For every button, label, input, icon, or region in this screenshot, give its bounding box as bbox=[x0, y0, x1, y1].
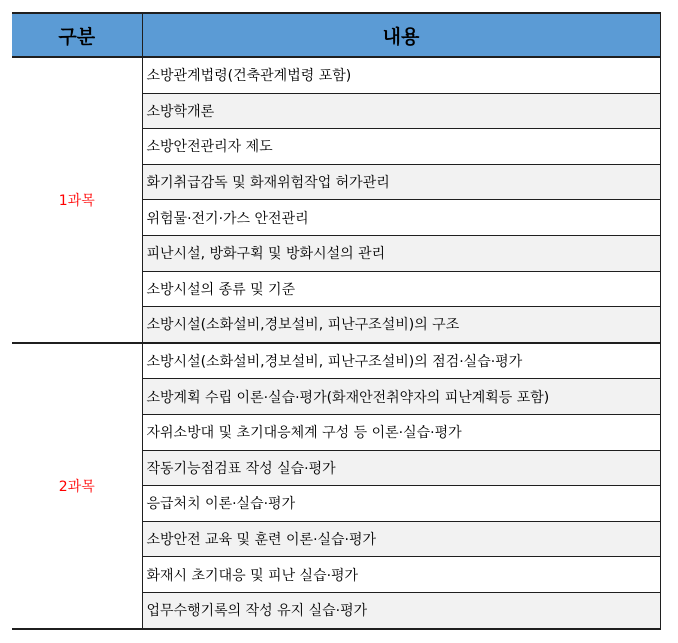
content-cell: 업무수행기록의 작성 유지 실습·평가 bbox=[142, 592, 660, 628]
content-cell: 소방시설(소화설비,경보설비, 피난구조설비)의 점검·실습·평가 bbox=[142, 343, 660, 379]
category-cell: 2과목 bbox=[12, 343, 142, 629]
header-content: 내용 bbox=[142, 13, 660, 57]
content-cell: 화기취급감독 및 화재위험작업 허가관리 bbox=[142, 164, 660, 200]
content-cell: 응급처치 이론·실습·평가 bbox=[142, 486, 660, 522]
content-cell: 화재시 초기대응 및 피난 실습·평가 bbox=[142, 557, 660, 593]
content-cell: 소방관계법령(건축관계법령 포함) bbox=[142, 57, 660, 93]
table-body bbox=[12, 57, 660, 629]
category-cell: 1과목 bbox=[12, 57, 142, 343]
table-row bbox=[12, 343, 660, 379]
content-cell: 위험물·전기·가스 안전관리 bbox=[142, 200, 660, 236]
content-cell: 소방안전관리자 제도 bbox=[142, 129, 660, 165]
content-cell: 소방안전 교육 및 훈련 이론·실습·평가 bbox=[142, 521, 660, 557]
header-row bbox=[12, 13, 660, 57]
header-category: 구분 bbox=[12, 13, 142, 57]
content-cell: 피난시설, 방화구획 및 방화시설의 관리 bbox=[142, 235, 660, 271]
content-cell: 소방계획 수립 이론·실습·평가(화재안전취약자의 피난계획등 포함) bbox=[142, 379, 660, 415]
content-cell: 자위소방대 및 초기대응체계 구성 등 이론·실습·평가 bbox=[142, 414, 660, 450]
curriculum-table bbox=[12, 12, 661, 630]
content-cell: 소방시설의 종류 및 기준 bbox=[142, 271, 660, 307]
table-row bbox=[12, 57, 660, 93]
content-cell: 작동기능점검표 작성 실습·평가 bbox=[142, 450, 660, 486]
content-cell: 소방시설(소화설비,경보설비, 피난구조설비)의 구조 bbox=[142, 307, 660, 343]
content-cell: 소방학개론 bbox=[142, 93, 660, 129]
